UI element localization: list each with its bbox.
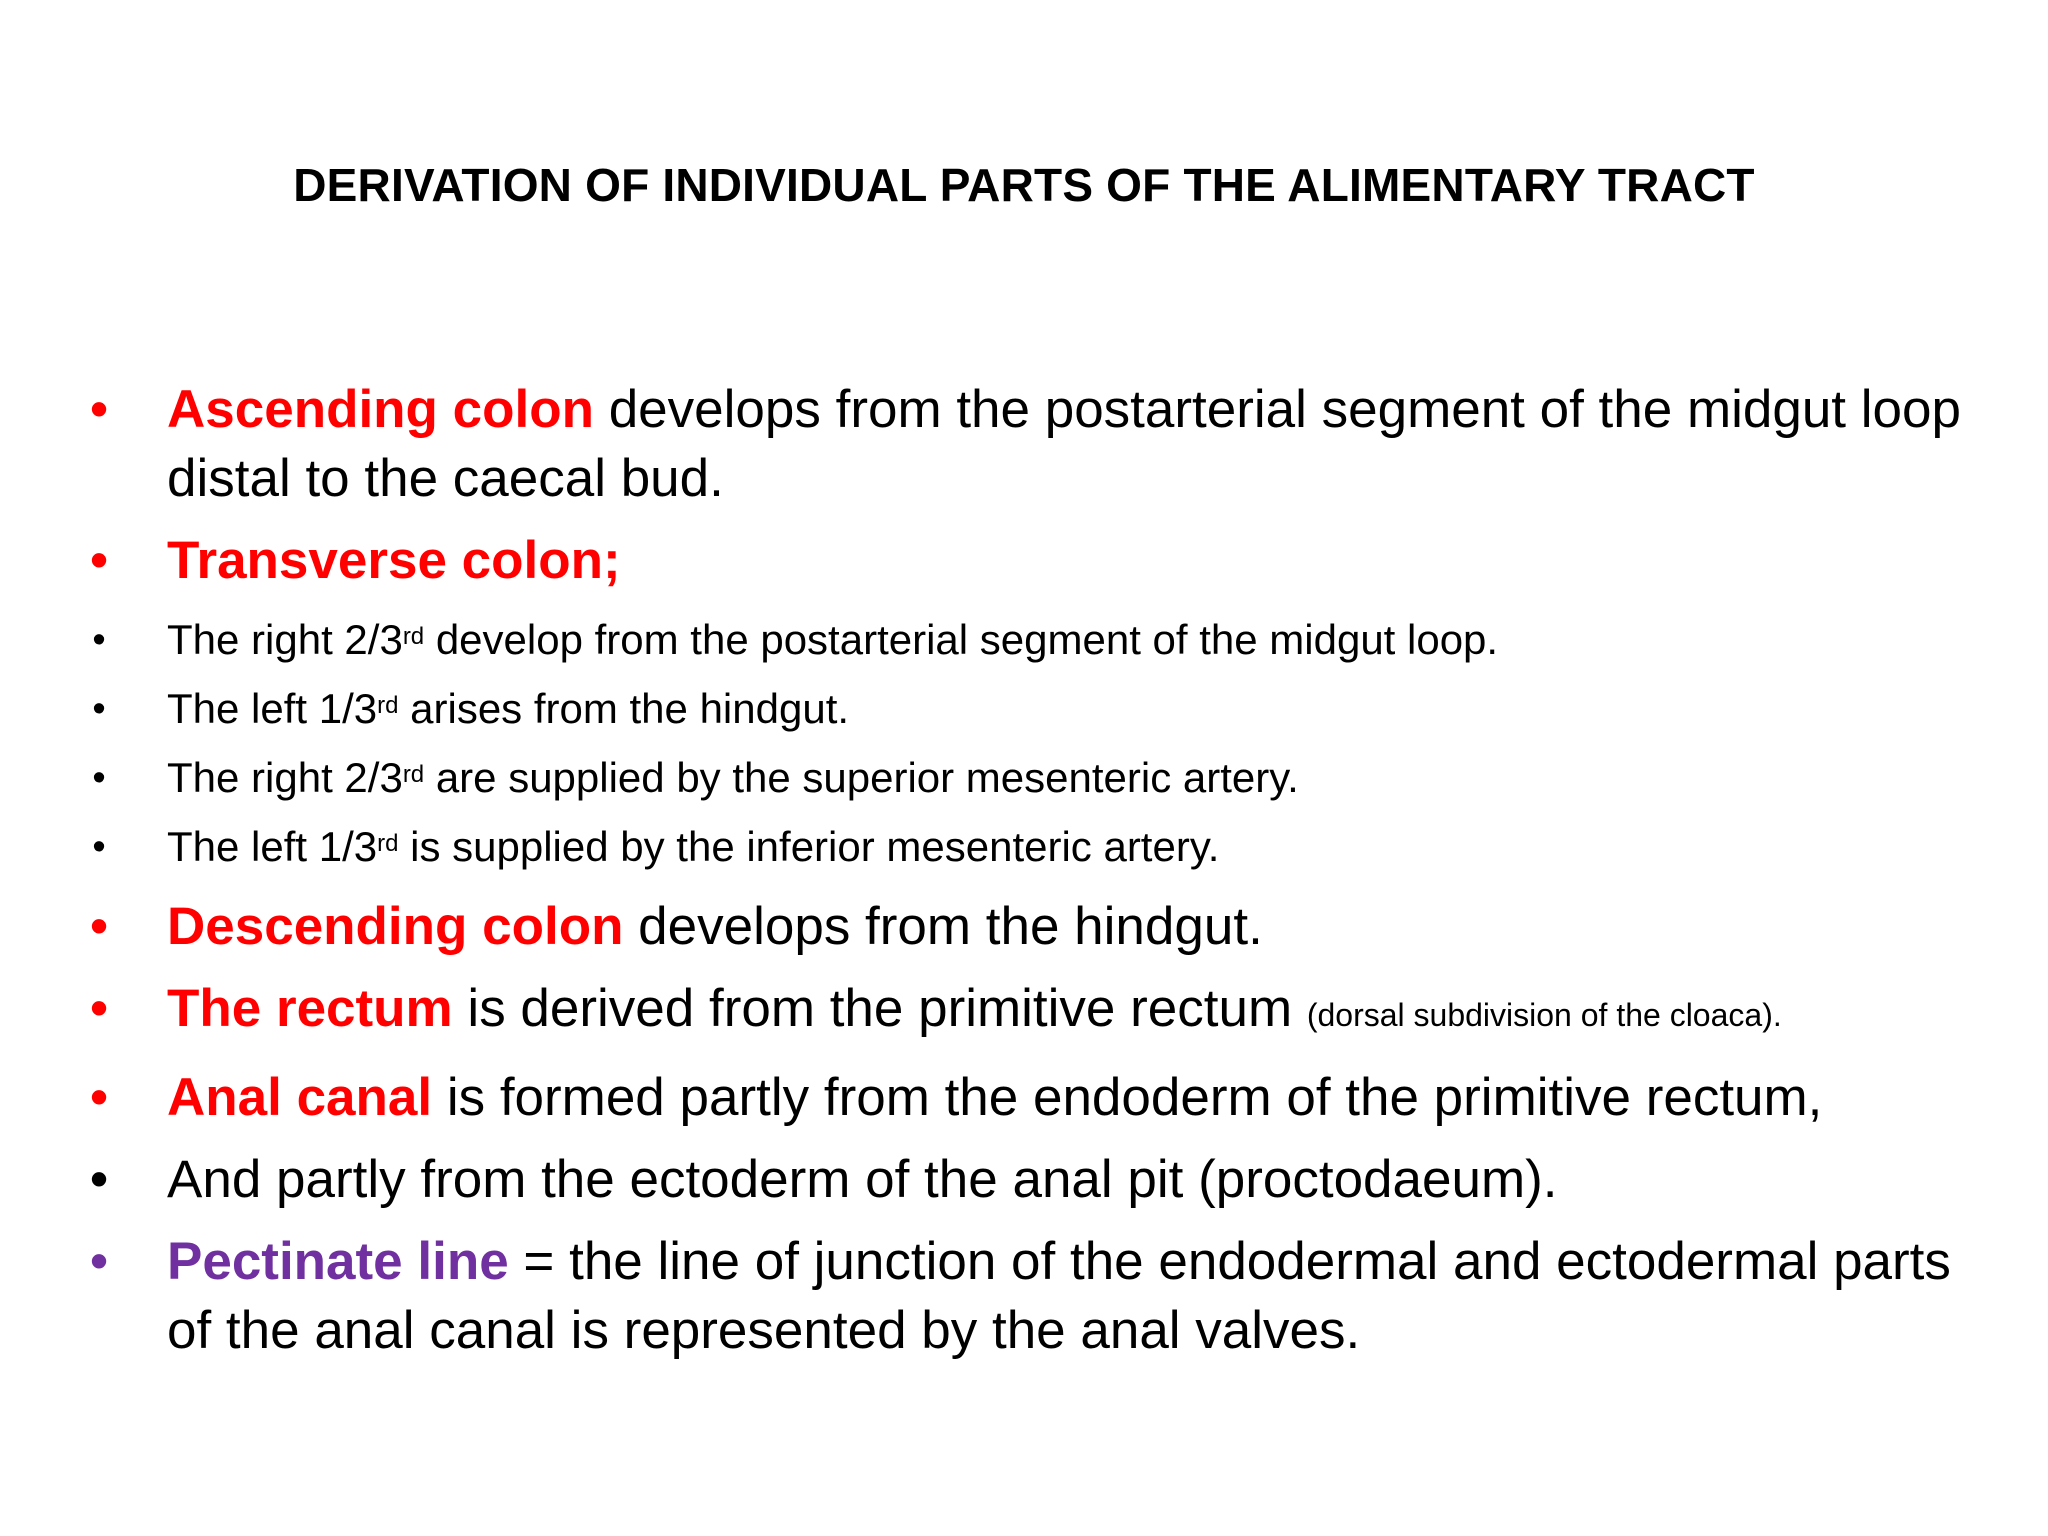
keyword-rectum: The rectum xyxy=(167,979,453,1038)
keyword-transverse-colon: Transverse colon; xyxy=(167,531,621,590)
bullet-dot-icon: • xyxy=(92,757,106,799)
bullet-transverse-colon xyxy=(84,526,2009,595)
bullet-transverse-left-supply xyxy=(84,820,2009,874)
bullet-rectum xyxy=(84,974,2009,1050)
bullet-text: The left 1/3 xyxy=(167,685,378,732)
bullet-dot-icon: • xyxy=(92,826,106,868)
bullet-text: = the line of junction of the endodermal and ectodermal parts of the anal canal is represented by the anal valves. xyxy=(167,1232,1951,1360)
bullet-dot-icon: • xyxy=(92,688,106,730)
bullet-dot-icon: • xyxy=(89,1150,109,1209)
slide-title: DERIVATION OF INDIVIDUAL PARTS OF THE ALIMENTARY TRACT xyxy=(293,159,1755,211)
bullet-text: The right 2/3 xyxy=(167,754,403,801)
bullet-list xyxy=(84,375,2009,1365)
bullet-text: The right 2/3 xyxy=(167,616,403,663)
bullet-anal-canal xyxy=(84,1063,2009,1132)
bullet-anal-pit xyxy=(84,1145,2009,1214)
bullet-text: develop from the postarterial segment of the midgut loop. xyxy=(424,616,1499,663)
bullet-dot-icon: • xyxy=(89,1068,109,1127)
bullet-dot-icon: • xyxy=(89,531,109,590)
bullet-text: are supplied by the superior mesenteric artery. xyxy=(424,754,1299,801)
bullet-text: develops from the hindgut. xyxy=(623,897,1263,956)
bullet-descending-colon xyxy=(84,892,2009,961)
bullet-transverse-right-development xyxy=(84,613,2009,667)
bullet-dot-icon: • xyxy=(89,979,109,1038)
superscript: rd xyxy=(377,692,399,719)
bullet-dot-icon: • xyxy=(89,1232,109,1291)
bullet-dot-icon: • xyxy=(89,897,109,956)
keyword-descending-colon: Descending colon xyxy=(167,897,624,956)
bullet-transverse-left-development xyxy=(84,682,2009,736)
bullet-dot-icon: • xyxy=(89,380,109,439)
bullet-text: is formed partly from the endoderm of the primitive rectum, xyxy=(432,1068,1823,1127)
bullet-text: is supplied by the inferior mesenteric artery. xyxy=(398,823,1220,870)
superscript: rd xyxy=(377,830,399,857)
bullet-transverse-right-supply xyxy=(84,751,2009,805)
keyword-pectinate-line: Pectinate line xyxy=(167,1232,509,1291)
superscript: rd xyxy=(402,623,425,650)
bullet-pectinate-line xyxy=(84,1227,2009,1365)
bullet-note: (dorsal subdivision of the cloaca). xyxy=(1306,997,1782,1033)
bullet-dot-icon: • xyxy=(92,619,106,661)
bullet-text: develops from the postarterial segment of the midgut loop distal to the caecal bud. xyxy=(167,380,1961,508)
superscript: rd xyxy=(402,761,425,788)
bullet-ascending-colon xyxy=(84,375,2009,513)
bullet-text: is derived from the primitive rectum xyxy=(452,979,1307,1038)
bullet-text: arises from the hindgut. xyxy=(398,685,850,732)
keyword-anal-canal: Anal canal xyxy=(167,1068,433,1127)
bullet-text: And partly from the ectoderm of the anal pit (proctodaeum). xyxy=(167,1150,1558,1209)
keyword-ascending-colon: Ascending colon xyxy=(167,380,594,439)
bullet-text: The left 1/3 xyxy=(167,823,378,870)
